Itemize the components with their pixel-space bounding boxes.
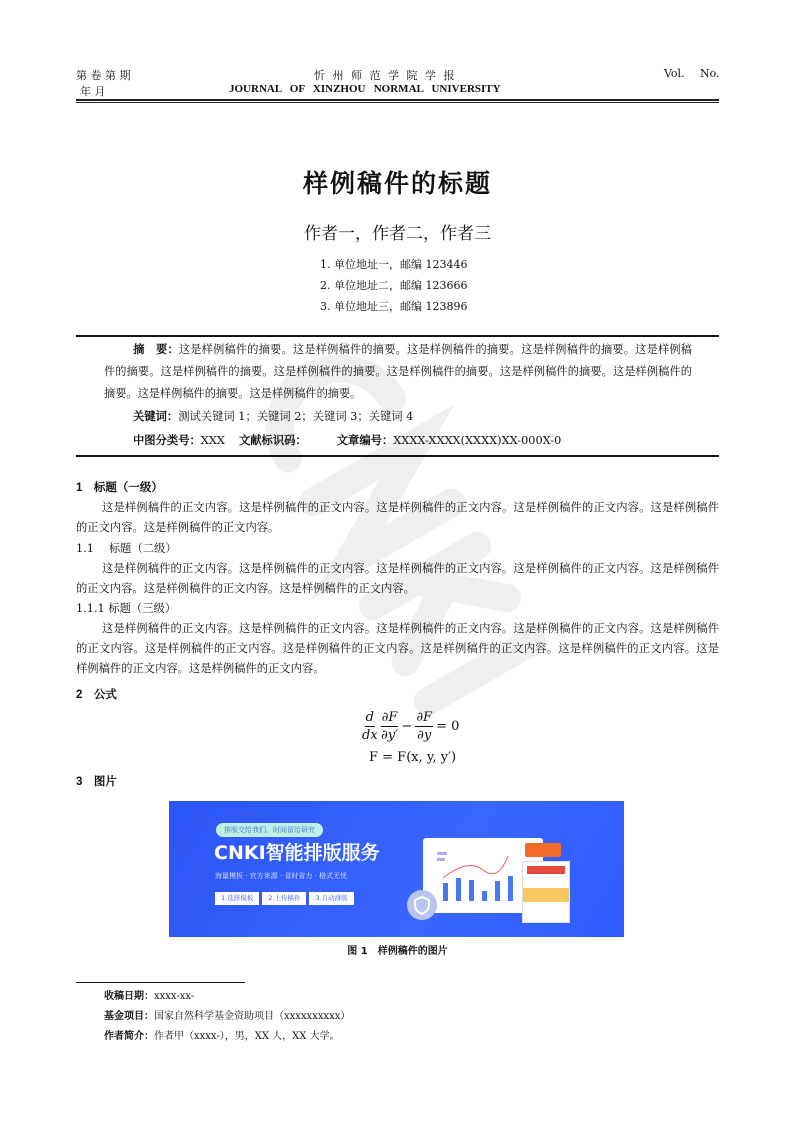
classification xyxy=(133,429,719,453)
abstract-label: 摘 要： xyxy=(133,343,179,356)
message-icon xyxy=(525,843,561,857)
affiliation: 3. 单位地址三，邮编 123896 xyxy=(320,300,468,313)
affiliation: 1. 单位地址一，邮编 123446 xyxy=(320,258,468,271)
abstract xyxy=(104,339,692,405)
doc-illustration xyxy=(522,861,570,923)
banner-step: 2.上传稿件 xyxy=(262,892,306,905)
footnote-rule xyxy=(76,982,245,983)
doc-code-label: 文献标识码： xyxy=(238,434,307,447)
article-no: XXXX-XXXX(XXXX)XX-000X-0 xyxy=(393,434,562,447)
heading-3: 1.1.1 标题（三级） xyxy=(76,602,177,615)
abstract-text: 这是样例稿件的摘要。这是样例稿件的摘要。这是样例稿件的摘要。这是样例稿件的摘要。这是样例稿件的摘要。这是样例稿件的摘要。这是样例稿件的摘要。这是样例稿件的摘要。这是样例稿件的摘要。这是样例稿件的摘要。这是样例稿件的摘要。这是样例稿件的摘要。 xyxy=(104,343,692,400)
issue-info: 第 卷 第 期 xyxy=(76,69,131,82)
keywords-label: 关键词： xyxy=(133,410,179,423)
no: No. xyxy=(700,67,720,80)
banner-headline: CNKI智能排版服务 xyxy=(214,842,380,864)
vol: Vol. xyxy=(664,67,685,80)
paper-title: 样例稿件的标题 xyxy=(302,169,492,198)
abstract-bottom-rule xyxy=(76,455,719,457)
heading-1: 1 标题（一级） xyxy=(76,482,163,494)
formula-1: d dx ∂F ∂y′ − $\frac{\partial F}{\partial y}$ = 0 xyxy=(362,710,460,743)
paragraph: 这是样例稿件的正文内容。这是样例稿件的正文内容。这是样例稿件的正文内容。这是样例稿件的正文内容。这是样例稿件的正文内容。这是样例稿件的正文内容。这是样例稿件的正文内容。这是样例稿件的正文内容。这是样例稿件的正文内容。这是样例稿件的正文内容。这是样例稿件的正文内容。 xyxy=(76,622,719,675)
article-no-label: 文章编号： xyxy=(336,434,394,447)
banner-steps xyxy=(215,892,354,905)
figure-caption: 图 1 样例稿件的图片 xyxy=(347,946,448,957)
footnote-author xyxy=(104,1027,719,1047)
fund-text: 国家自然科学基金资助项目（xxxxxxxxxx） xyxy=(154,1011,351,1022)
affiliation: 2. 单位地址二，邮编 123666 xyxy=(320,279,468,292)
heading-formula: 2 公式 xyxy=(76,689,117,701)
shield-icon xyxy=(407,890,437,920)
author-bio-label: 作者简介： xyxy=(104,1031,154,1042)
clc-label: 中图分类号： xyxy=(133,434,201,447)
heading-figure: 3 图片 xyxy=(76,776,117,788)
author-bio: 作者甲（xxxx-），男，XX 人，XX 大学。 xyxy=(154,1031,340,1042)
banner-step: 1.选择模板 xyxy=(215,892,259,905)
footnotes xyxy=(104,987,719,1047)
keywords xyxy=(133,405,719,429)
heading-2: 1.1 标题（二级） xyxy=(76,542,177,555)
year-month: 年 月 xyxy=(80,85,106,98)
received-label: 收稿日期： xyxy=(104,991,154,1002)
figure-image xyxy=(169,801,624,937)
footnote-fund xyxy=(104,1007,719,1027)
keywords-text: 测试关键词 1；关键词 2；关键词 3；关键词 4 xyxy=(178,410,414,423)
abstract-top-rule xyxy=(76,335,719,337)
paragraph: 这是样例稿件的正文内容。这是样例稿件的正文内容。这是样例稿件的正文内容。这是样例稿件的正文内容。这是样例稿件的正文内容。这是样例稿件的正文内容。 xyxy=(76,501,719,534)
authors: 作者一，作者二，作者三 xyxy=(304,224,491,244)
banner-tag: 排版交给我们、时间留给研究 xyxy=(216,823,323,837)
banner-step: 3.自动排版 xyxy=(309,892,353,905)
received-date: xxxx-xx- xyxy=(154,991,195,1002)
formula-rhs: = 0 xyxy=(436,719,460,734)
paragraph: 这是样例稿件的正文内容。这是样例稿件的正文内容。这是样例稿件的正文内容。这是样例稿件的正文内容。这是样例稿件的正文内容。这是样例稿件的正文内容。这是样例稿件的正文内容。 xyxy=(76,562,719,595)
formula-2: F = F(x, y, y′) xyxy=(369,750,457,765)
journal-cn: 忻 州 师 范 学 院 学 报 xyxy=(314,69,457,82)
clc-value: XXX xyxy=(200,434,225,447)
affiliations xyxy=(76,254,719,317)
banner-sub: 海量模板 · 官方来源 · 省时省力 · 格式无忧 xyxy=(215,872,348,880)
footnote-received xyxy=(104,987,719,1007)
fund-label: 基金项目： xyxy=(104,1011,154,1022)
journal-en: JOURNAL OF XINZHOU NORMAL UNIVERSITY xyxy=(229,83,501,95)
